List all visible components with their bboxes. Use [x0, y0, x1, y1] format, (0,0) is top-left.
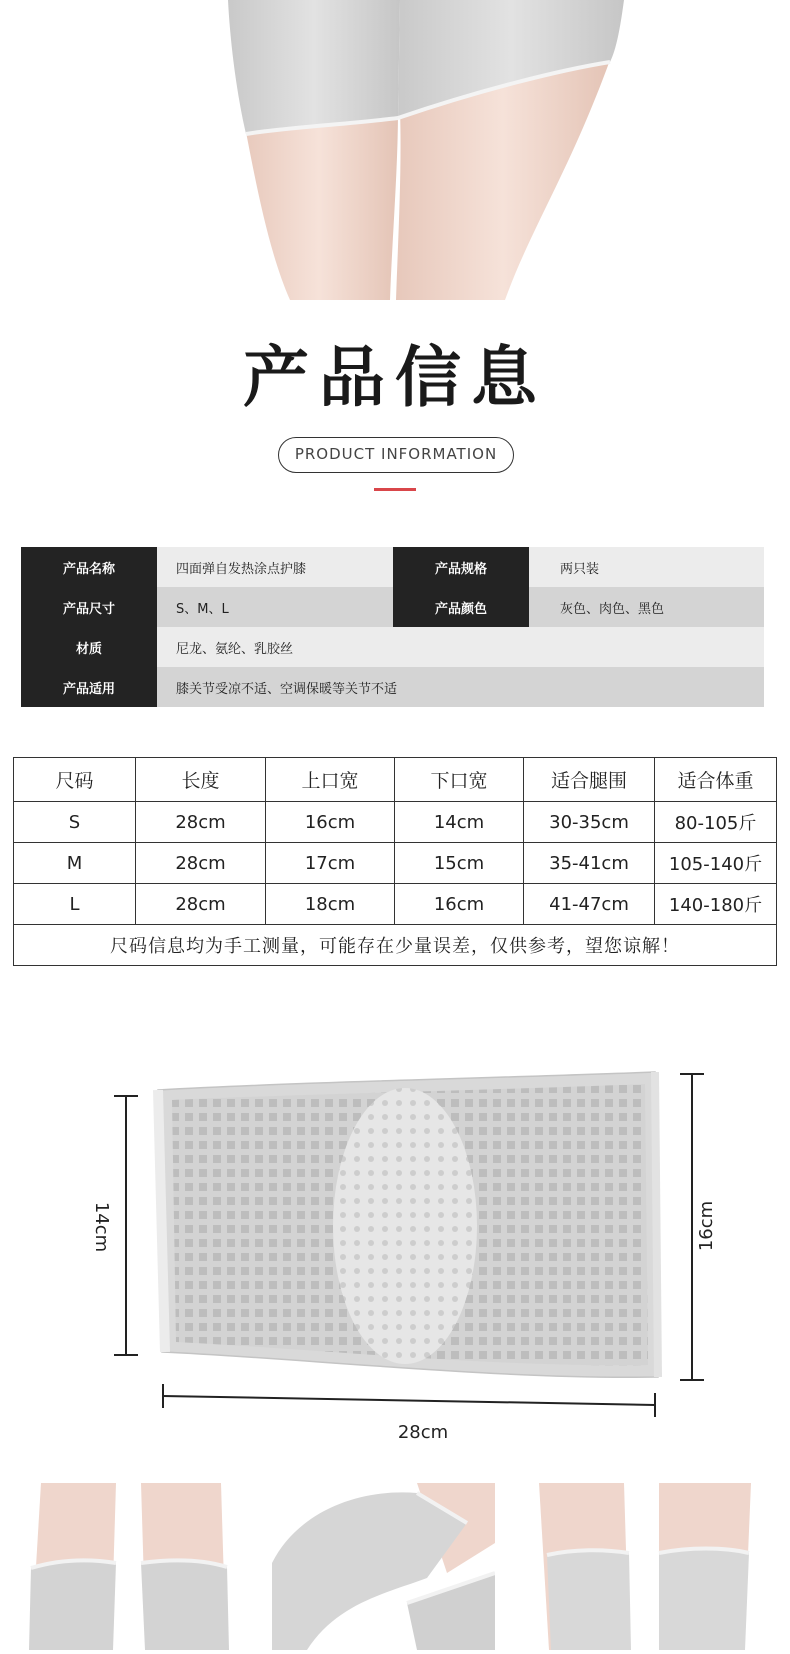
- length-cell: 28cm: [136, 884, 266, 925]
- info-label: 产品颜色: [393, 587, 529, 627]
- table-row: [14, 802, 777, 843]
- info-value: 两只装: [529, 547, 764, 587]
- info-label: 产品名称: [21, 547, 157, 587]
- weight-cell: 105-140斤: [655, 843, 777, 884]
- right-dimension-label: 16cm: [696, 1200, 717, 1252]
- bottom-photo-bent-knee: [267, 1483, 495, 1650]
- knee-sleeve-flat-illustration: [0, 1040, 790, 1440]
- info-row: [21, 667, 764, 707]
- bent-knee-photo: [267, 1483, 495, 1650]
- hero-product-photo: [0, 0, 790, 300]
- size-disclaimer-note: 尺码信息均为手工测量，可能存在少量误差，仅供参考，望您谅解！: [14, 925, 777, 966]
- size-chart-table: [13, 757, 777, 966]
- bottom-width-cell: 14cm: [395, 802, 524, 843]
- top-width-cell: 16cm: [266, 802, 395, 843]
- hero-legs-illustration: [0, 0, 790, 300]
- info-value: S、M、L: [157, 587, 393, 627]
- section-subtitle-pill: PRODUCT INFORMATION: [278, 437, 514, 473]
- product-info-table: [21, 547, 764, 707]
- section-title: 产品信息: [243, 339, 547, 416]
- leg-girth-cell: 41-47cm: [524, 884, 655, 925]
- top-width-header: 上口宽: [266, 758, 395, 802]
- info-value: 灰色、肉色、黑色: [529, 587, 764, 627]
- info-value: 膝关节受凉不适、空调保暖等关节不适: [157, 667, 764, 707]
- info-label: 材质: [21, 627, 157, 667]
- title-underline-divider: [374, 488, 416, 491]
- weight-header: 适合体重: [655, 758, 777, 802]
- weight-cell: 80-105斤: [655, 802, 777, 843]
- legs-back-photo: [529, 1483, 761, 1650]
- legs-front-photo: [21, 1483, 236, 1650]
- length-header: 长度: [136, 758, 266, 802]
- dimension-diagram: [0, 1040, 790, 1440]
- table-row: [14, 884, 777, 925]
- size-header: 尺码: [14, 758, 136, 802]
- weight-cell: 140-180斤: [655, 884, 777, 925]
- left-dimension-label: 14cm: [91, 1201, 112, 1253]
- size-cell: L: [14, 884, 136, 925]
- info-row: [21, 627, 764, 667]
- bottom-width-header: 下口宽: [395, 758, 524, 802]
- bottom-width-cell: 16cm: [395, 884, 524, 925]
- bottom-width-cell: 15cm: [395, 843, 524, 884]
- size-table-header-row: [14, 758, 777, 802]
- table-row: [14, 843, 777, 884]
- info-value: 四面弹自发热涂点护膝: [157, 547, 393, 587]
- info-row: [21, 547, 764, 587]
- size-cell: M: [14, 843, 136, 884]
- size-cell: S: [14, 802, 136, 843]
- bottom-photo-front: [21, 1483, 236, 1650]
- top-width-cell: 18cm: [266, 884, 395, 925]
- length-cell: 28cm: [136, 843, 266, 884]
- info-value: 尼龙、氨纶、乳胶丝: [157, 627, 764, 667]
- length-cell: 28cm: [136, 802, 266, 843]
- bottom-dimension-label: 28cm: [397, 1422, 449, 1440]
- info-label: 产品尺寸: [21, 587, 157, 627]
- leg-girth-cell: 35-41cm: [524, 843, 655, 884]
- leg-girth-header: 适合腿围: [524, 758, 655, 802]
- info-label: 产品规格: [393, 547, 529, 587]
- table-note-row: [14, 925, 777, 966]
- leg-girth-cell: 30-35cm: [524, 802, 655, 843]
- info-label: 产品适用: [21, 667, 157, 707]
- top-width-cell: 17cm: [266, 843, 395, 884]
- info-row: [21, 587, 764, 627]
- bottom-photo-back: [529, 1483, 761, 1650]
